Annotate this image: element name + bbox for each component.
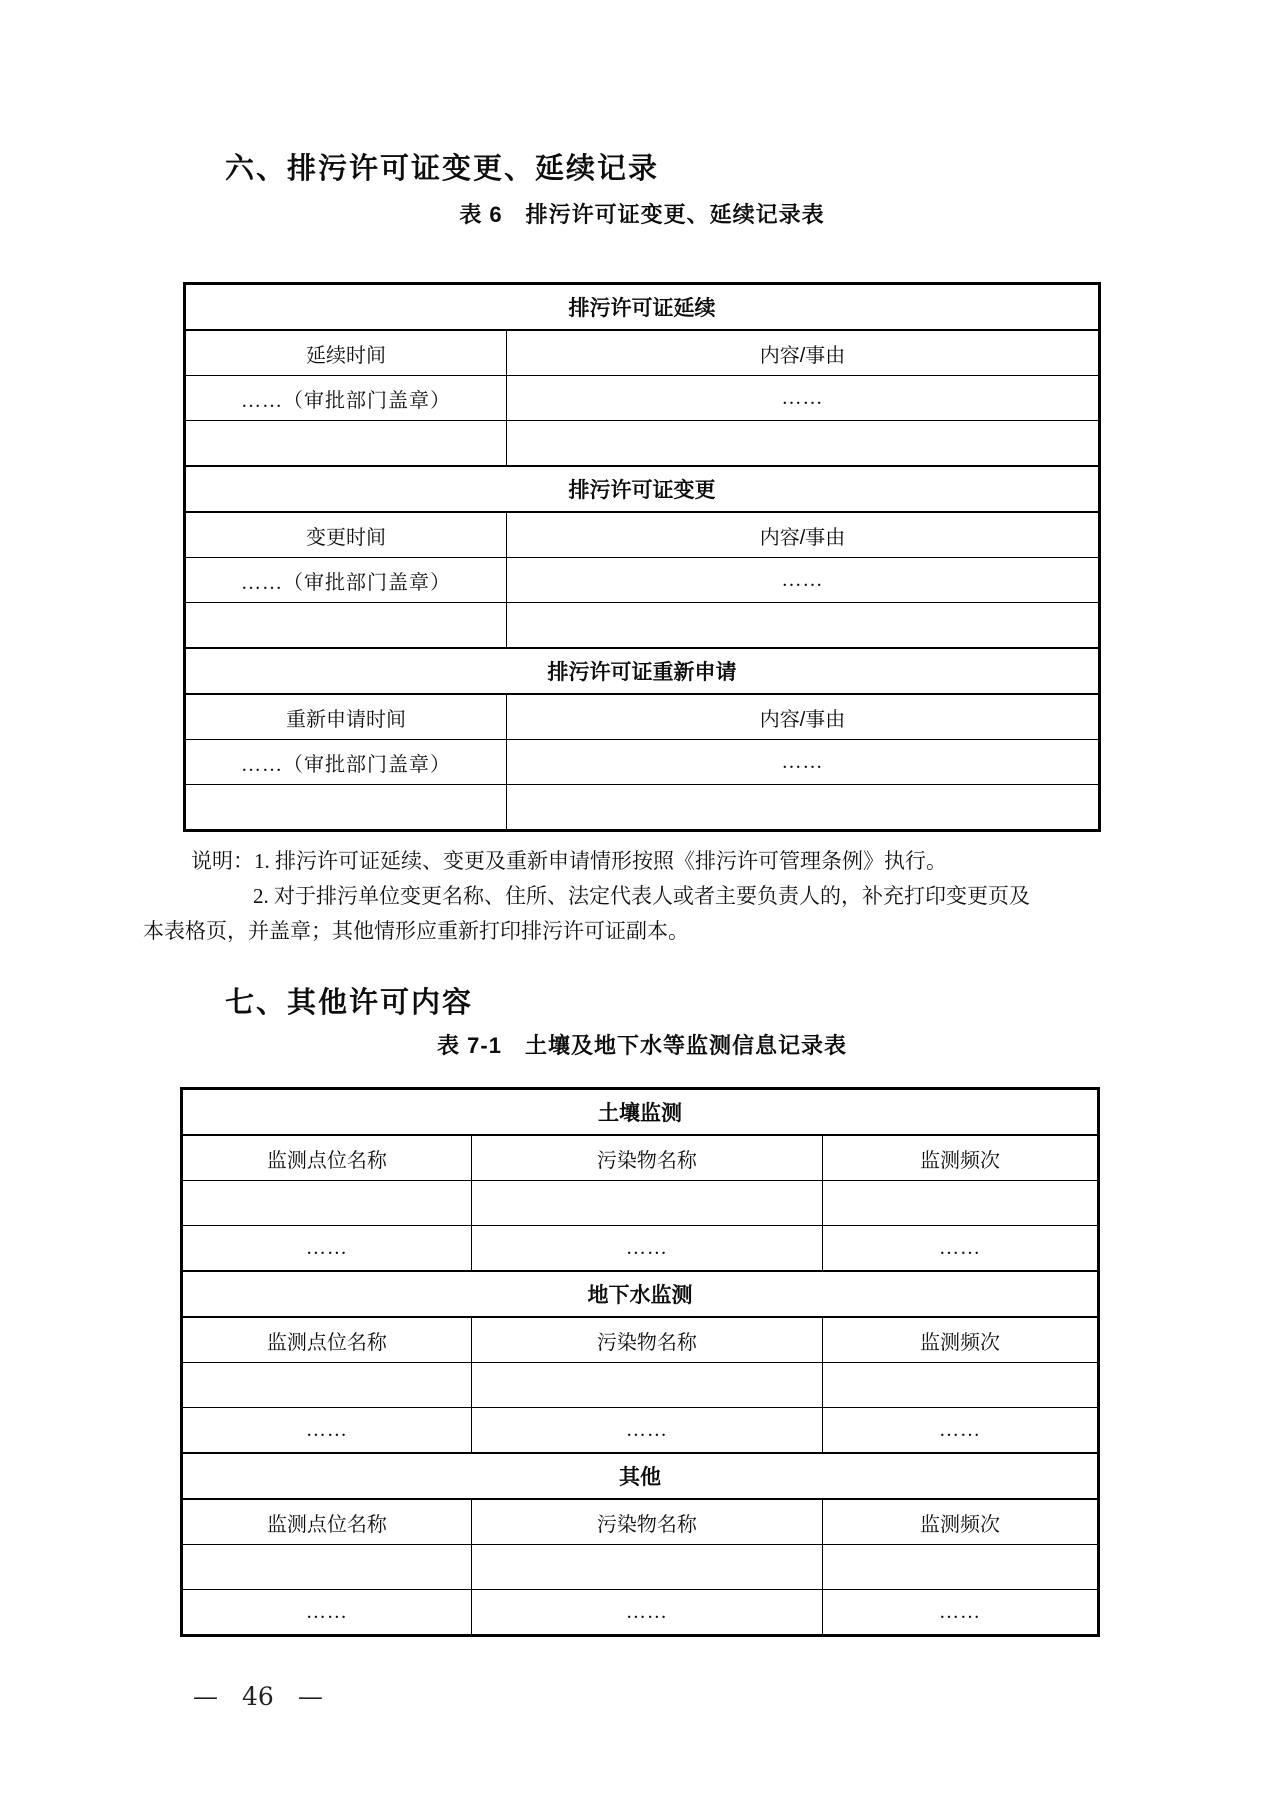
section-header-cell: 排污许可证重新申请 (185, 648, 1100, 694)
empty-cell (471, 1181, 822, 1226)
section-header-cell: 排污许可证延续 (185, 284, 1100, 331)
dots-cell: …… (507, 740, 1100, 785)
table-row (185, 512, 1100, 558)
table-row (185, 376, 1100, 421)
table-row (182, 1181, 1099, 1226)
empty-cell (185, 421, 507, 467)
section-header-cell: 土壤监测 (182, 1089, 1099, 1136)
frequency-label-cell: 监测频次 (822, 1135, 1098, 1181)
permit-change-renewal-table (183, 282, 1101, 832)
empty-cell (182, 1181, 472, 1226)
dots-cell: …… (822, 1590, 1098, 1636)
dots-cell: …… (182, 1226, 472, 1272)
monitor-point-label-cell: 监测点位名称 (182, 1135, 472, 1181)
table-row (185, 558, 1100, 603)
dots-cell: …… (471, 1226, 822, 1272)
table-row (182, 1499, 1099, 1545)
frequency-label-cell: 监测频次 (822, 1499, 1098, 1545)
monitor-point-label-cell: 监测点位名称 (182, 1499, 472, 1545)
dots-cell: …… (822, 1226, 1098, 1272)
dots-cell: …… (507, 376, 1100, 421)
time-label-cell: 延续时间 (185, 330, 507, 376)
empty-cell (182, 1545, 472, 1590)
empty-cell (507, 603, 1100, 649)
empty-cell (507, 785, 1100, 831)
table-row (182, 1226, 1099, 1272)
dots-cell: …… (822, 1408, 1098, 1454)
table-row (182, 1545, 1099, 1590)
dots-cell: …… (182, 1590, 472, 1636)
empty-cell (185, 785, 507, 831)
section-6-heading: 六、排污许可证变更、延续记录 (225, 153, 660, 185)
empty-cell (507, 421, 1100, 467)
dots-cell: …… (471, 1590, 822, 1636)
content-label-cell: 内容/事由 (507, 512, 1100, 558)
notes-line-3: 本表格页，并盖章；其他情形应重新打印排污许可证副本。 (143, 919, 689, 943)
page-number (193, 1682, 323, 1711)
time-label-cell: 变更时间 (185, 512, 507, 558)
table-row (185, 694, 1100, 740)
section-header-cell: 排污许可证变更 (185, 466, 1100, 512)
table-row (185, 284, 1100, 331)
section-7-heading: 七、其他许可内容 (225, 987, 474, 1019)
pollutant-label-cell: 污染物名称 (471, 1317, 822, 1363)
dots-cell: …… (471, 1408, 822, 1454)
pollutant-label-cell: 污染物名称 (471, 1135, 822, 1181)
table-row (185, 603, 1100, 649)
table-row (185, 330, 1100, 376)
table-row (185, 740, 1100, 785)
empty-cell (822, 1545, 1098, 1590)
empty-cell (471, 1545, 822, 1590)
page-number-value: 46 (242, 1682, 274, 1711)
section-header-cell: 其他 (182, 1453, 1099, 1499)
table-7-1-title: 表 7-1 土壤及地下水等监测信息记录表 (437, 1033, 847, 1058)
page-number-dash-right: — (297, 1682, 323, 1711)
pollutant-label-cell: 污染物名称 (471, 1499, 822, 1545)
empty-cell (471, 1363, 822, 1408)
dots-cell: …… (182, 1408, 472, 1454)
notes-line-1: 说明：1. 排污许可证延续、变更及重新申请情形按照《排污许可管理条例》执行。 (191, 849, 947, 873)
time-label-cell: 重新申请时间 (185, 694, 507, 740)
table-row (182, 1408, 1099, 1454)
table-row (182, 1590, 1099, 1636)
content-label-cell: 内容/事由 (507, 694, 1100, 740)
table-row (182, 1363, 1099, 1408)
content-label-cell: 内容/事由 (507, 330, 1100, 376)
stamp-cell: ……（审批部门盖章） (185, 558, 507, 603)
empty-cell (185, 603, 507, 649)
table-row (182, 1135, 1099, 1181)
soil-groundwater-monitoring-table (180, 1087, 1100, 1637)
table-row (182, 1453, 1099, 1499)
table-row (185, 648, 1100, 694)
table-row (185, 421, 1100, 467)
empty-cell (822, 1363, 1098, 1408)
table-row (182, 1271, 1099, 1317)
page-number-dash-left: — (193, 1682, 218, 1711)
table-6-title: 表 6 排污许可证变更、延续记录表 (459, 202, 825, 227)
frequency-label-cell: 监测频次 (822, 1317, 1098, 1363)
notes-line-2: 2. 对于排污单位变更名称、住所、法定代表人或者主要负责人的，补充打印变更页及 (253, 884, 1030, 908)
stamp-cell: ……（审批部门盖章） (185, 376, 507, 421)
table-row (185, 466, 1100, 512)
section-header-cell: 地下水监测 (182, 1271, 1099, 1317)
table-row (185, 785, 1100, 831)
empty-cell (822, 1181, 1098, 1226)
dots-cell: …… (507, 558, 1100, 603)
table-row (182, 1317, 1099, 1363)
table-6-notes (143, 844, 1143, 949)
monitor-point-label-cell: 监测点位名称 (182, 1317, 472, 1363)
empty-cell (182, 1363, 472, 1408)
table-row (182, 1089, 1099, 1136)
stamp-cell: ……（审批部门盖章） (185, 740, 507, 785)
